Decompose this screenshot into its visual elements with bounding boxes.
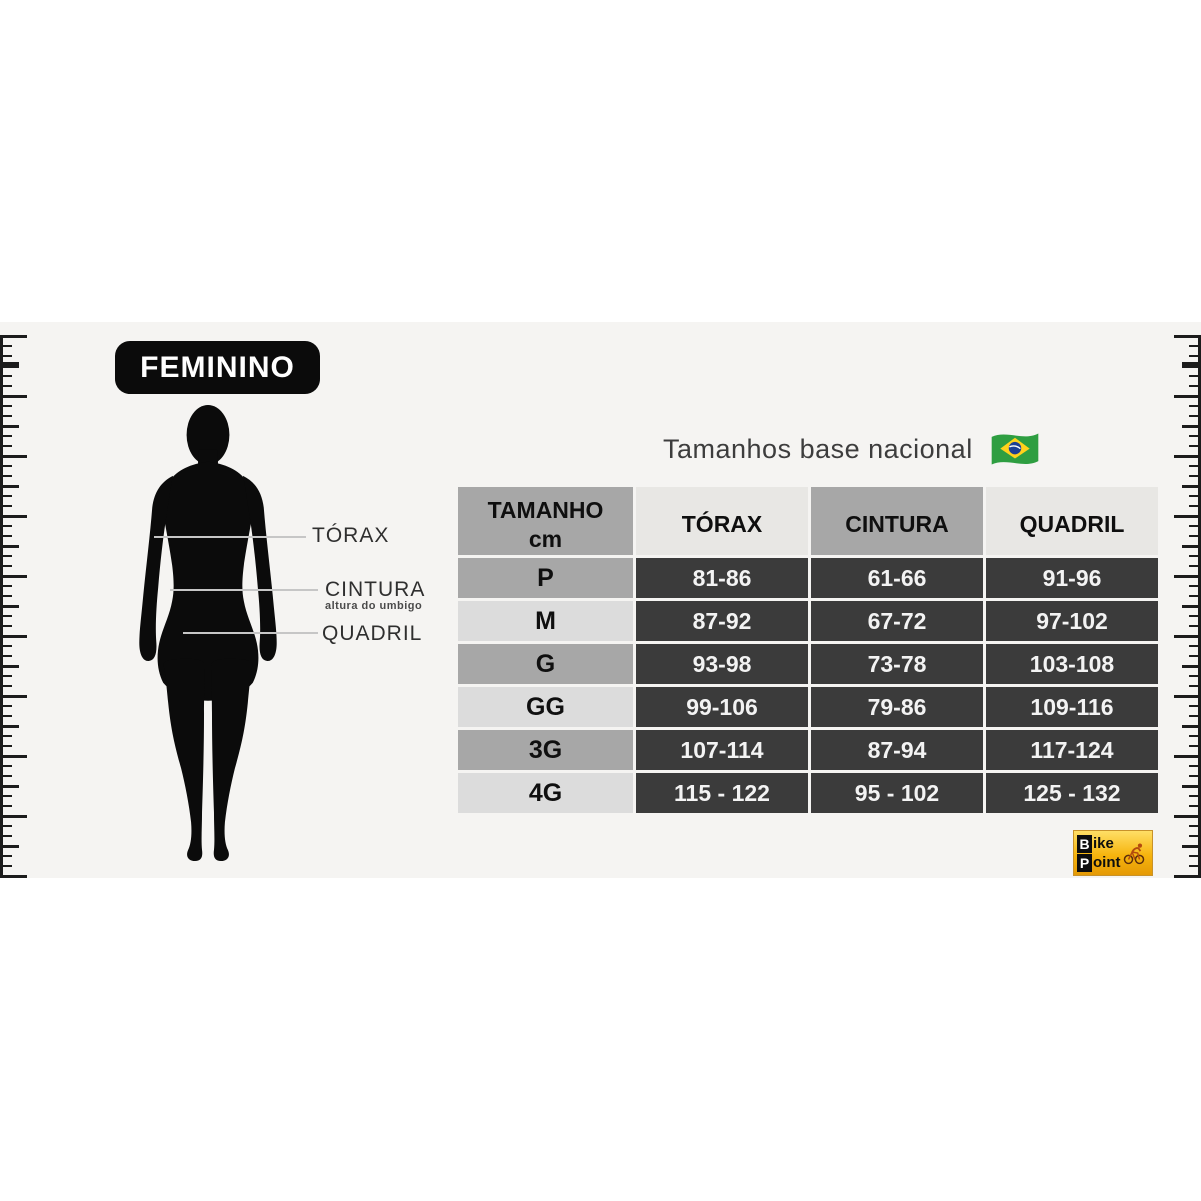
ruler-ticks-long bbox=[0, 335, 27, 878]
table-cell: 99-106 bbox=[636, 687, 808, 727]
column-header-quadril: QUADRIL bbox=[986, 487, 1158, 555]
female-silhouette-icon bbox=[132, 404, 284, 864]
table-cell: 109-116 bbox=[986, 687, 1158, 727]
size-label-p: P bbox=[458, 558, 633, 598]
table-cell: 107-114 bbox=[636, 730, 808, 770]
torax-label: TÓRAX bbox=[312, 524, 390, 547]
gender-badge bbox=[115, 341, 320, 394]
cintura-sublabel: altura do umbigo bbox=[325, 600, 423, 612]
table-cell: 125 - 132 bbox=[986, 773, 1158, 813]
table-cell: 117-124 bbox=[986, 730, 1158, 770]
logo-initial-b: B bbox=[1077, 835, 1092, 853]
table-cell: 73-78 bbox=[811, 644, 983, 684]
column-header-cintura: CINTURA bbox=[811, 487, 983, 555]
table-cell: 93-98 bbox=[636, 644, 808, 684]
female-silhouette-figure bbox=[132, 404, 284, 864]
size-label-m: M bbox=[458, 601, 633, 641]
quadril-label: QUADRIL bbox=[322, 622, 423, 645]
size-label-g: G bbox=[458, 644, 633, 684]
table-cell: 97-102 bbox=[986, 601, 1158, 641]
ruler-right-icon bbox=[1171, 335, 1201, 878]
logo-initial-p: P bbox=[1077, 854, 1092, 872]
logo-text bbox=[1077, 835, 1121, 872]
table-cell: 81-86 bbox=[636, 558, 808, 598]
size-label-3g: 3G bbox=[458, 730, 633, 770]
table-cell: 91-96 bbox=[986, 558, 1158, 598]
table-cell: 61-66 bbox=[811, 558, 983, 598]
table-cell: 115 - 122 bbox=[636, 773, 808, 813]
logo-rest-ike: ike bbox=[1093, 834, 1114, 852]
quadril-leader-line bbox=[183, 632, 318, 634]
ruler-left-icon bbox=[0, 335, 30, 878]
table-cell: 79-86 bbox=[811, 687, 983, 727]
table-cell: 95 - 102 bbox=[811, 773, 983, 813]
content-panel bbox=[0, 322, 1201, 878]
subtitle-row bbox=[663, 430, 1041, 468]
cintura-leader-line bbox=[170, 589, 318, 591]
table-cell: 103-108 bbox=[986, 644, 1158, 684]
logo-rest-oint: oint bbox=[1093, 853, 1121, 871]
ruler-ticks-long bbox=[1174, 335, 1201, 878]
column-header-torax: TÓRAX bbox=[636, 487, 808, 555]
table-cell: 67-72 bbox=[811, 601, 983, 641]
table-cell: 87-94 bbox=[811, 730, 983, 770]
cintura-label: CINTURA bbox=[325, 578, 426, 601]
brazil-flag-icon bbox=[989, 430, 1041, 468]
size-label-gg: GG bbox=[458, 687, 633, 727]
bike-point-logo bbox=[1073, 830, 1153, 876]
column-header-size: TAMANHO cm bbox=[458, 487, 633, 555]
table-cell: 87-92 bbox=[636, 601, 808, 641]
cyclist-icon bbox=[1123, 841, 1145, 865]
torax-leader-line bbox=[154, 536, 306, 538]
gender-badge-label: FEMININO bbox=[140, 350, 295, 384]
size-label-4g: 4G bbox=[458, 773, 633, 813]
subtitle-text: Tamanhos base nacional bbox=[663, 433, 973, 464]
size-table bbox=[458, 487, 1158, 813]
